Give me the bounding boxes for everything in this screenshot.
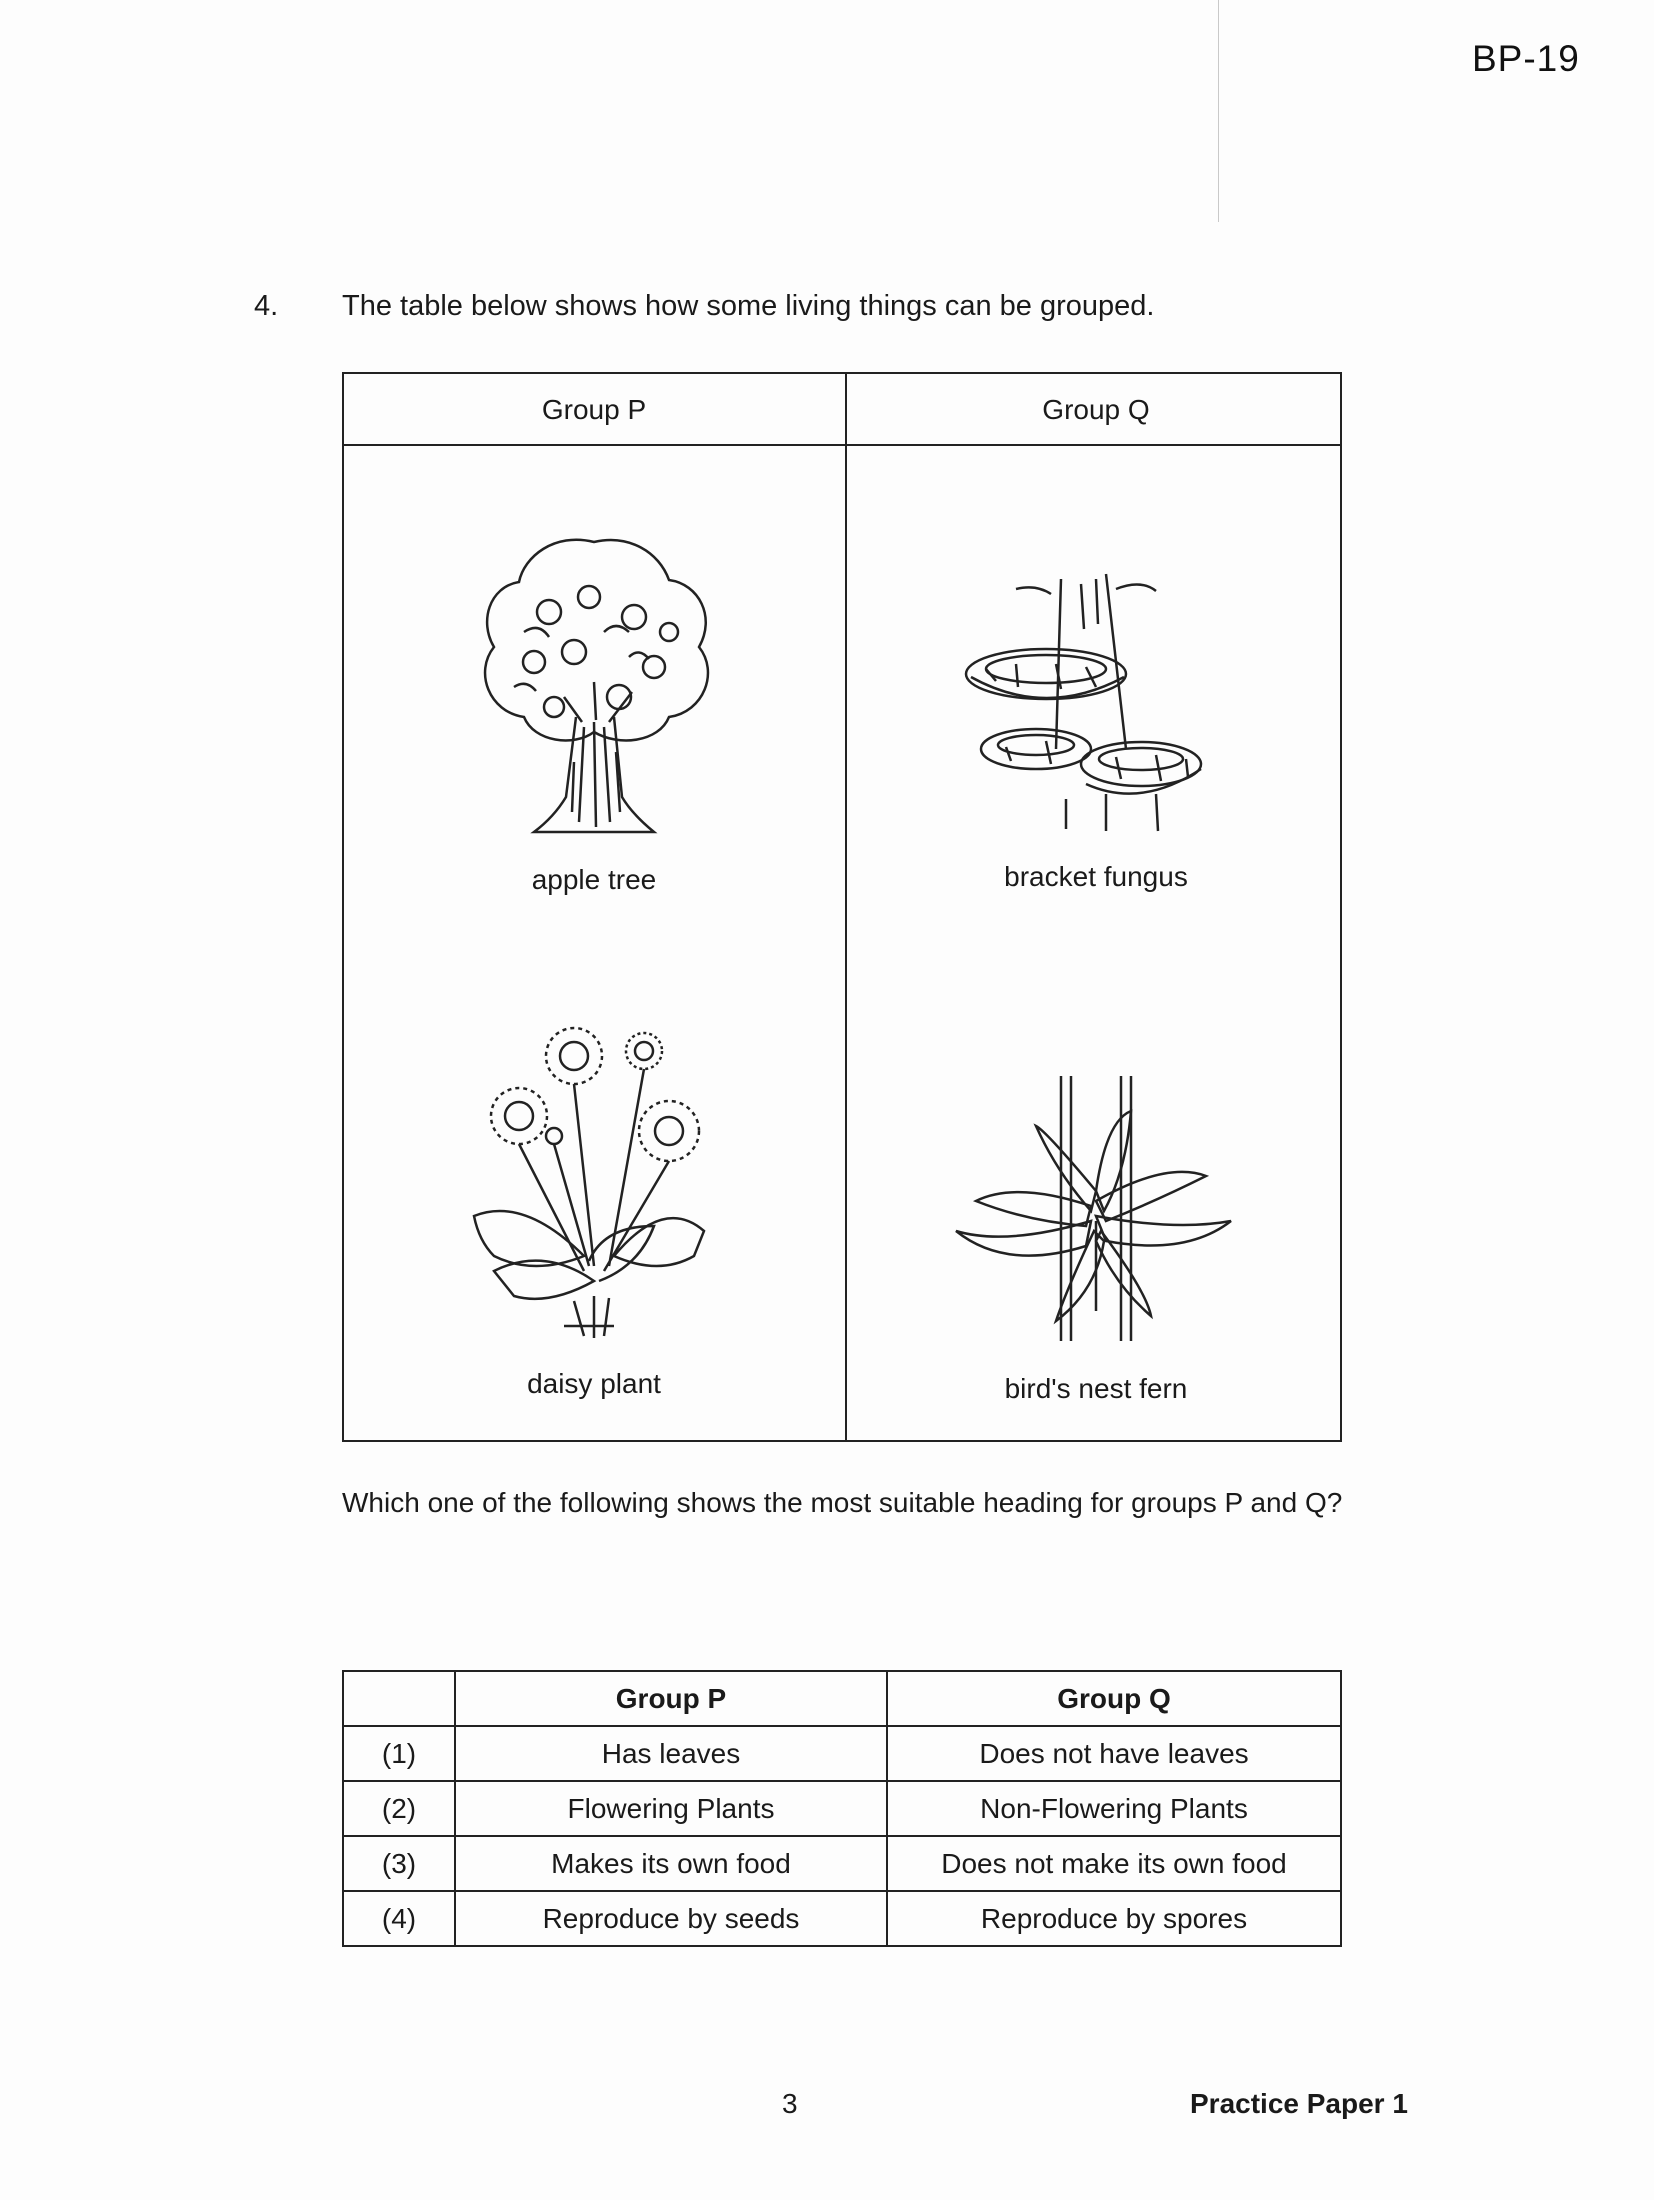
footer-title: Practice Paper 1 — [1190, 2088, 1408, 2119]
daisy-plant-cell — [344, 1016, 844, 1400]
option-group-p: Has leaves — [455, 1726, 887, 1781]
grouping-table — [342, 372, 1342, 1442]
option-number: (3) — [343, 1836, 455, 1891]
page-code: BP-19 — [1472, 38, 1580, 79]
options-header-row — [343, 1671, 1341, 1726]
option-number: (2) — [343, 1781, 455, 1836]
apple-tree-cell — [344, 522, 844, 896]
table-divider — [344, 444, 1340, 446]
option-group-q: Does not make its own food — [887, 1836, 1341, 1891]
daisy-plant-label: daisy plant — [527, 1368, 661, 1399]
apple-tree-illustration — [454, 522, 734, 842]
header-group-p: Group P — [455, 1671, 887, 1726]
question-number: 4. — [254, 290, 279, 322]
question-prompt: Which one of the following shows the most suitable heading for groups P and Q? — [342, 1487, 1343, 1518]
option-group-q: Does not have leaves — [887, 1726, 1341, 1781]
header-blank — [343, 1671, 455, 1726]
birds-nest-fern-label: bird's nest fern — [1004, 1373, 1188, 1404]
option-group-p: Makes its own food — [455, 1836, 887, 1891]
option-row[interactable] — [343, 1726, 1341, 1781]
page-number: 3 — [782, 2088, 798, 2119]
margin-line — [1218, 0, 1219, 222]
option-group-p: Flowering Plants — [455, 1781, 887, 1836]
birds-nest-fern-cell — [846, 1071, 1346, 1405]
option-number: (1) — [343, 1726, 455, 1781]
option-group-q: Non-Flowering Plants — [887, 1781, 1341, 1836]
bracket-fungus-illustration — [956, 569, 1236, 839]
option-number: (4) — [343, 1891, 455, 1946]
bracket-fungus-label: bracket fungus — [1004, 861, 1188, 892]
apple-tree-label: apple tree — [531, 864, 657, 895]
daisy-plant-illustration — [454, 1016, 734, 1346]
option-group-q: Reproduce by spores — [887, 1891, 1341, 1946]
group-p-heading: Group P — [541, 394, 647, 425]
birds-nest-fern-illustration — [946, 1071, 1246, 1351]
option-row[interactable] — [343, 1781, 1341, 1836]
question-intro: The table below shows how some living things can be grouped. — [342, 290, 1155, 322]
group-q-heading: Group Q — [1042, 394, 1150, 425]
header-group-q: Group Q — [887, 1671, 1341, 1726]
bracket-fungus-cell — [846, 569, 1346, 893]
option-row[interactable] — [343, 1891, 1341, 1946]
option-row[interactable] — [343, 1836, 1341, 1891]
options-table — [342, 1670, 1342, 1947]
option-group-p: Reproduce by seeds — [455, 1891, 887, 1946]
